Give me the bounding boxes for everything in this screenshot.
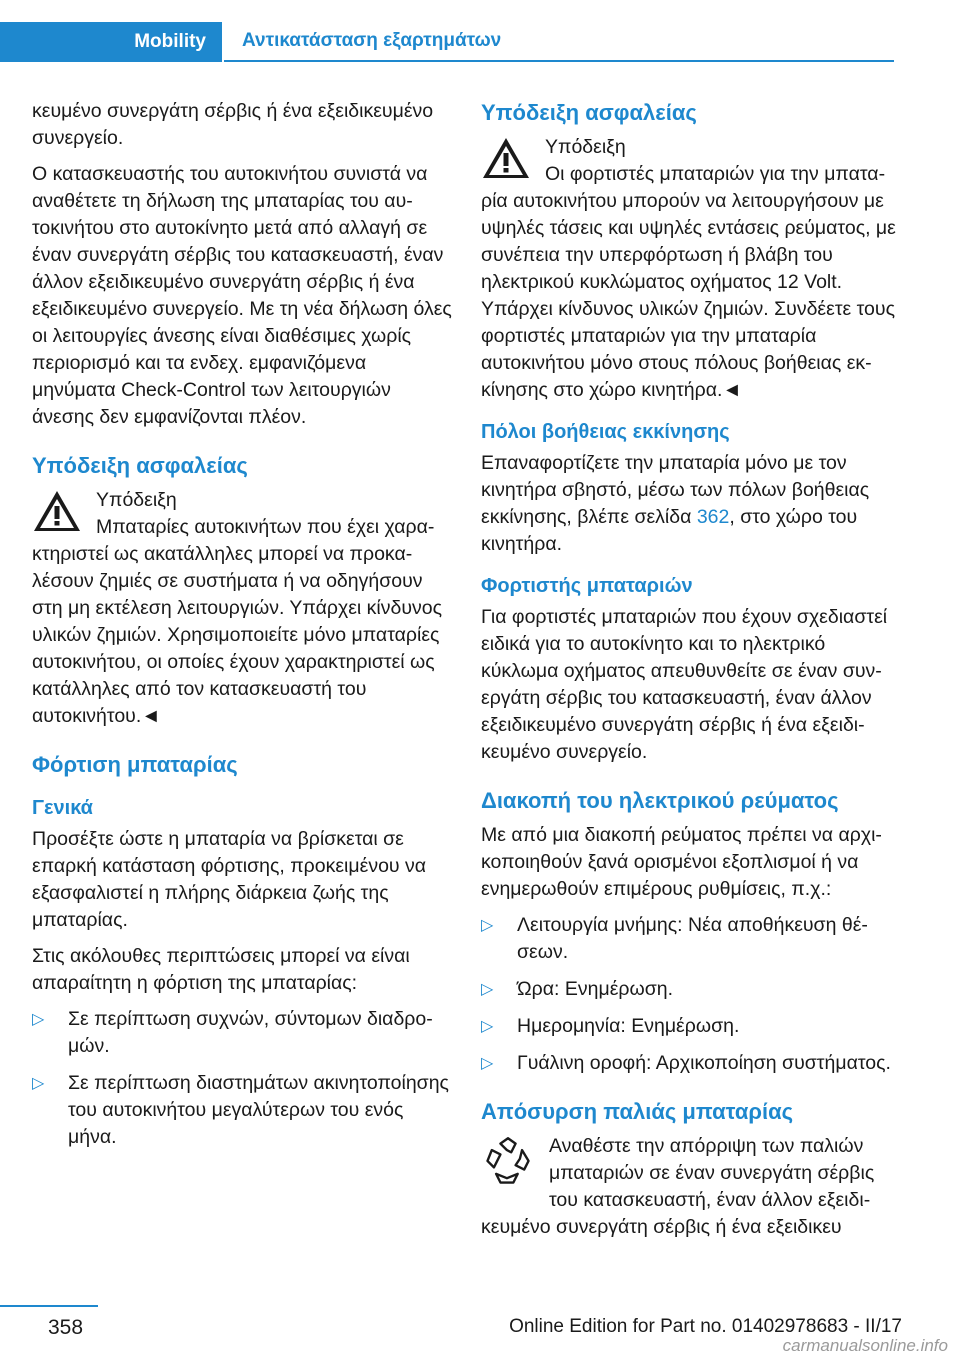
warning-triangle-icon <box>32 489 82 533</box>
section-heading: Διακοπή του ηλεκτρικού ρεύματος <box>481 788 839 813</box>
bullet-triangle-icon: ▷ <box>32 1011 45 1028</box>
bullet-triangle-icon: ▷ <box>32 1075 45 1092</box>
page-header <box>0 22 894 62</box>
bullet-triangle-icon: ▷ <box>481 917 494 934</box>
subsection-heading: Γενικά <box>32 797 93 819</box>
edition-note: Online Edition for Part no. 01402978683 - II/17 <box>509 1316 902 1337</box>
right-column <box>481 98 901 1250</box>
bullet-triangle-icon: ▷ <box>481 1055 494 1072</box>
list-item: ▷ Γυάλινη οροφή: Αρχικοποίηση συστήματος. <box>481 1050 901 1077</box>
paragraph: Επαναφορτίζετε την μπαταρία μόνο με τον κινητήρα σβηστό, μέσω των πόλων βοήθειας εκκίνησης, βλέπε σελίδα 362, στο χώρο του κινητήρα. <box>481 452 870 555</box>
paragraph: Προσέξτε ώστε η μπαταρία να βρίσκεται σε επαρκή κατάσταση φόρτισης, προκειμένου να εξασφαλιστεί η πλήρης διάρκεια ζωής της μπαταρίας. <box>32 828 427 931</box>
page-link[interactable]: 362 <box>696 506 730 528</box>
subsection-heading: Πόλοι βοήθειας εκκίνησης <box>481 421 730 443</box>
disposal-text: Αναθέστε την απόρριψη των παλιών μπαταριών σε έναν συνεργάτη σέρβις του κατασκευαστή, έναν άλλον εξειδικευμένο συνεργάτη σέρβις ή ένα εξειδικευ <box>481 1135 875 1238</box>
list-item: ▷ Ώρα: Ενημέρωση. <box>481 976 901 1003</box>
safety-note <box>32 487 452 730</box>
safety-label: Υπόδειξη <box>96 489 177 511</box>
list-item: ▷ Σε περίπτωση διαστημάτων ακινητοποίησης του αυτοκινήτου μεγαλύτερων του ενός μήνα. <box>32 1072 449 1148</box>
list-item: ▷ Ημερομηνία: Ενημέρωση. <box>481 1013 901 1040</box>
paragraph: Ο κατασκευαστής του αυτοκινήτου συνιστά να αναθέτετε τη δήλωση της μπαταρίας του αυτοκινήτου στο αυτοκίνητο μετά από αλλαγή σε έναν συνεργάτη σέρβις του κατασκευαστή, έναν άλλον εξειδικευμένο συνεργάτη σέρβις ή ένα εξειδικευμένο συνεργείο. Με τη νέα δήλωση όλες οι λειτουργίες άνεσης είναι διαθέσιμες χωρίς περιορισμό και τα ενδεχ. εμφανιζόμενα μηνύματα Check-Control των λειτουργιών άνεσης δεν εμφανίζονται πλέον. <box>32 163 452 428</box>
bullet-list <box>32 1006 452 1151</box>
paragraph: Για φορτιστές μπαταριών που έχουν σχεδιαστεί ειδικά για το αυτοκίνητο και το ηλεκτρικό κύκλωμα οχήματος απευθυνθείτε σε έναν συνεργάτη σέρβις του κατασκευαστή, έναν άλλον εξειδικευμένο συνεργάτη σέρβις ή ένα εξειδικευμένο συνεργείο. <box>481 606 888 763</box>
section-heading: Φόρτιση μπαταρίας <box>32 752 238 777</box>
page-number-rule <box>0 1305 98 1307</box>
subsection-heading: Φορτιστής μπαταριών <box>481 575 693 597</box>
disposal-note <box>481 1133 901 1241</box>
tab-mobility[interactable]: Mobility <box>0 22 222 62</box>
list-item: ▷ Λειτουργία μνήμης: Νέα αποθήκευση θέσεων. <box>481 914 868 963</box>
left-column <box>32 98 452 1161</box>
section-heading: Υπόδειξη ασφαλείας <box>32 453 248 478</box>
bullet-triangle-icon: ▷ <box>481 1018 494 1035</box>
page-number: 358 <box>48 1316 84 1339</box>
safety-label: Υπόδειξη <box>545 136 626 158</box>
section-heading: Απόσυρση παλιάς μπαταρίας <box>481 1099 794 1124</box>
list-item: ▷ Σε περίπτωση συχνών, σύντομων διαδρομών. <box>32 1008 433 1057</box>
warning-triangle-icon <box>481 136 531 180</box>
bullet-triangle-icon: ▷ <box>481 981 494 998</box>
safety-text: Μπαταρίες αυτοκινήτων που έχει χαρακτηριστεί ως ακατάλληλες μπορεί να προκαλέσουν ζημιές σε συστήματα ή να οδηγήσουν στη μη εκτέλεση λειτουργιών. Υπάρχει κίνδυνος υλικών ζημιών. Χρησιμοποιείτε μόνο μπαταρίες αυτοκινήτου, οι οποίες έχουν χαρακτηριστεί ως κατάλληλες από τον κατασκευαστή του αυτοκινήτου.◄ <box>32 516 442 727</box>
section-heading: Υπόδειξη ασφαλείας <box>481 100 697 125</box>
bullet-list <box>481 912 901 1077</box>
safety-text: Οι φορτιστές μπαταριών για την μπαταρία αυτοκινήτου μπορούν να λειτουργήσουν με υψηλές τάσεις και υψηλές εντάσεις ρεύματος, με συνέπεια την υπερφόρτωση ή βλάβη του ηλεκτρικού κυκλώματος οχήματος 12 Volt. Υπάρχει κίνδυνος υλικών ζημιών. Συνδέετε τους φορτιστές μπαταριών για την μπαταρία αυτοκινήτου μόνο στους πόλους βοήθειας εκκίνησης στο χώρο κινητήρα.◄ <box>481 163 896 401</box>
tab-section-title[interactable]: Αντικατάσταση εξαρτημάτων <box>224 22 894 62</box>
watermark: carmanualsonline.info <box>782 1336 948 1355</box>
recycling-icon <box>481 1135 535 1189</box>
paragraph: κευμένο συνεργάτη σέρβις ή ένα εξειδικευμένο συνεργείο. <box>32 100 434 149</box>
paragraph: Με από μια διακοπή ρεύματος πρέπει να αρχικοποιηθούν ξανά ορισμένοι εξοπλισμοί ή να ενημερωθούν επιμέρους ρυθμίσεις, π.χ.: <box>481 824 882 900</box>
paragraph: Στις ακόλουθες περιπτώσεις μπορεί να είναι απαραίτητη η φόρτιση της μπαταρίας: <box>32 945 410 994</box>
safety-note <box>481 134 901 404</box>
